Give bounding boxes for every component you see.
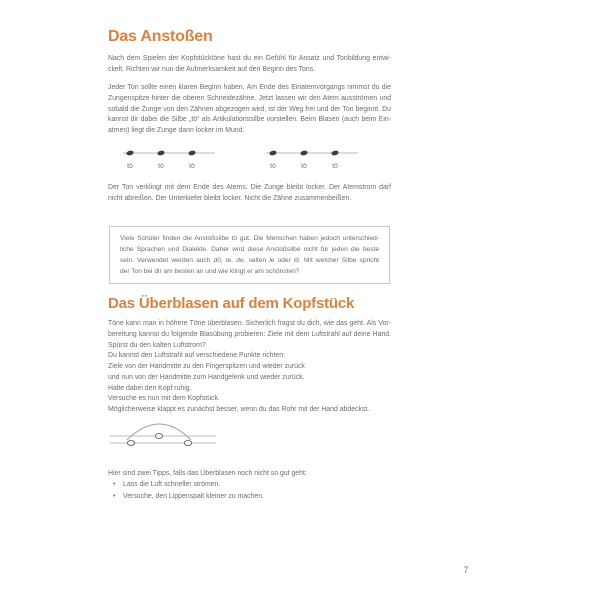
notehead-open-icon: [184, 441, 191, 446]
notehead-icon: [126, 150, 134, 156]
italic-text: lö: [293, 256, 300, 264]
text-line: bereitung kannst du folgende Blasübung probieren: Ziele mit dem Luftstrahl auf deine Hand.: [108, 330, 391, 338]
syllable-label: tö: [127, 163, 133, 170]
text-segment: oder: [274, 256, 294, 264]
bullet-item: [108, 491, 391, 502]
notation-svg: [122, 146, 217, 172]
text-line: [120, 256, 379, 267]
text-line: Versuche es nun mit dem Kopfstück.: [108, 395, 220, 402]
section-title-anstossen: Das Anstoßen: [108, 28, 213, 45]
notehead-icon: [331, 150, 339, 156]
syllable-label: tö: [158, 163, 164, 170]
notation-svg: [265, 146, 360, 172]
paragraph-tonende: [108, 183, 391, 205]
bullet-item-text: Versuche, den Lippenspalt kleiner zu machen.: [123, 492, 264, 500]
syllable-label: tö: [189, 163, 195, 170]
section-title-ueberblasen: Das Überblasen auf dem Kopfstück: [108, 295, 355, 312]
notehead-icon: [269, 150, 277, 156]
text-line: Halte dabei den Kopf ruhig.: [108, 384, 192, 392]
notehead-open-icon: [127, 441, 134, 446]
bullet-item: [108, 479, 391, 490]
italic-text: le: [269, 256, 275, 264]
text-segment: liche Sprachen und Dialekte. Daher wird diese Anstoßsilbe nicht für jeden die beste: [120, 245, 379, 253]
text-line: und nun von der Handmitte zum Handgelenk und wieder zurück.: [108, 373, 305, 381]
bullet-dot-icon: •: [113, 481, 116, 489]
text-line: [120, 234, 379, 245]
notation-figure-ueberblasen: [110, 419, 220, 454]
text-line: Nach dem Spielen der Kopfstücktöne hast du ein Gefühl für Ansatz und Tonbildung entwi-: [108, 55, 391, 62]
syllable-label: tö: [270, 163, 276, 170]
bullet-dot-icon: •: [113, 492, 116, 500]
text-line: [120, 267, 379, 278]
notation-svg: [110, 419, 220, 449]
notation-figure-toe-group-2: [265, 146, 360, 177]
paragraph-tonbeginn: [108, 83, 391, 137]
text-line: sobald die Zunge von den Zähnen abgezogen wird, ist der Weg frei und der Ton beginnt. Du: [108, 105, 391, 113]
text-segment: selten: [245, 256, 270, 264]
notehead-icon: [188, 150, 196, 156]
text-line: Töne kann man in höhere Töne überblasen. Sicherlich fragst du dich, wie das geht. Als Vor-: [108, 320, 391, 327]
text-line: ckelt. Richten wir nun die Aufmerksamkeit auf den Beginn des Tons.: [108, 65, 316, 73]
text-segment: . Mit welcher Silbe spricht: [299, 256, 379, 264]
text-line: Spürst du den kalten Luftstrom?: [108, 341, 206, 349]
tips-list: [108, 468, 391, 502]
syllable-label: tö: [301, 163, 307, 170]
notehead-open-icon: [155, 434, 162, 439]
text-segment: gut. Die Menschen haben jedoch unterschied-: [237, 235, 379, 242]
paragraph-intro: [108, 54, 391, 76]
text-line: Zungenspitze hinter die oberen Schneidezähne. Jetzt lassen wir den Atem ausströmen und: [108, 94, 391, 102]
page-number: 7: [463, 565, 469, 575]
paragraph-blasuebung: [108, 319, 391, 395]
text-segment: Viele Schüler finden die Anstoßsilbe: [120, 235, 232, 242]
text-segment: sein. Verwendet werden auch: [120, 256, 214, 264]
tips-intro: Hier sind zwei Tipps, falls das Überblasen noch nicht so gut geht:: [108, 470, 307, 477]
text-line: Ziele von der Handmitte zu den Fingerspitzen und wieder zurück: [108, 363, 305, 371]
notation-figure-toe-group-1: [122, 146, 217, 177]
text-line: Der Ton verklingt mit dem Ende des Atems. Die Zunge bleibt locker. Der Atemstrom darf: [108, 184, 391, 191]
text-line: nicht abreißen. Der Unterkiefer bleibt locker. Nicht die Zähne zusammenbeißen.: [108, 194, 352, 202]
info-box-anstosssilbe: [109, 226, 390, 284]
notehead-icon: [300, 150, 308, 156]
paragraph-kopfstueck-versuch: [108, 394, 391, 416]
text-line: kannst dir dabei die Silbe „tö“ als Artikulationssilbe vorstellen. Beim Blasen (auch beim Ein-: [108, 116, 391, 124]
text-line: atmen) liegt die Zunge dann locker im Mund.: [108, 127, 245, 135]
text-line: [120, 245, 379, 256]
italic-text: dö, te, de,: [213, 256, 246, 264]
bullet-item-text: Lass die Luft schneller strömen.: [123, 481, 221, 489]
text-segment: der Ton bei dir am besten an und wie klingt er am schönsten?: [120, 267, 300, 275]
text-line: Möglicherweise klappt es zunächst besser, wenn du das Rohr mit der Hand abdeckst.: [108, 405, 370, 413]
text-line: Du kannst den Luftstrahl auf verschiedene Punkte richten:: [108, 352, 285, 360]
syllable-label: tö: [332, 163, 338, 170]
text-line: Jeder Ton sollte einen klaren Beginn haben. Am Ende des Einatemvorgangs nimmst du die: [108, 84, 391, 91]
italic-text: tö: [231, 235, 238, 242]
notehead-icon: [157, 150, 165, 156]
